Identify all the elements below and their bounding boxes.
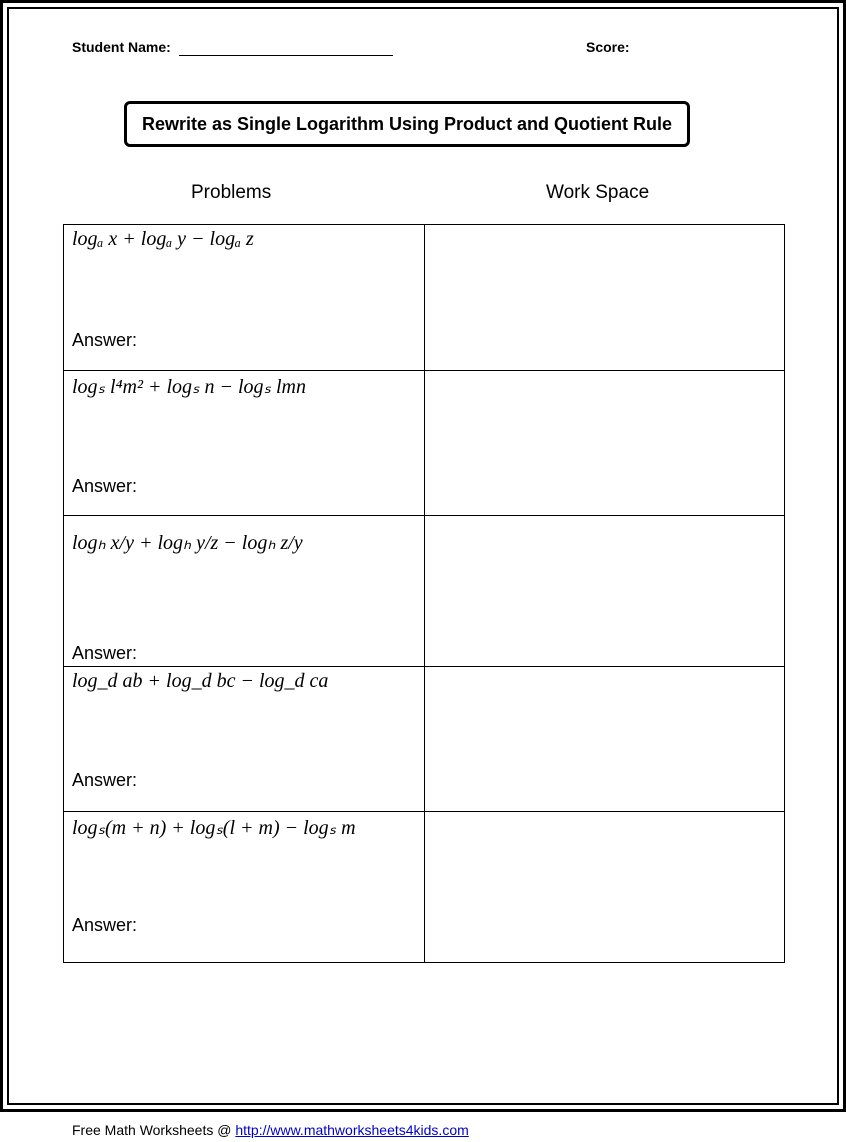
table-row	[64, 371, 785, 516]
problem-cell	[64, 667, 425, 812]
work-space-cell	[425, 516, 785, 667]
problem-expression-3: logₕ x/y + logₕ y/z − logₕ z/y	[72, 532, 303, 554]
answer-label: Answer:	[72, 330, 138, 350]
footer-text: Free Math Worksheets @	[72, 1122, 232, 1138]
footer	[72, 1122, 469, 1138]
problem-cell	[64, 812, 425, 963]
work-space-cell	[425, 812, 785, 963]
table-row	[64, 812, 785, 963]
table-row	[64, 667, 785, 812]
score-label: Score:	[586, 39, 630, 55]
student-name-line	[179, 55, 393, 56]
problem-cell	[64, 371, 425, 516]
table-row	[64, 225, 785, 371]
problem-cell	[64, 225, 425, 371]
worksheet-title	[124, 101, 690, 147]
problem-cell	[64, 516, 425, 667]
work-space-cell	[425, 667, 785, 812]
problems-table	[63, 224, 785, 963]
problem-expression-5: logₛ(m + n) + logₛ(l + m) − logₛ m	[72, 817, 356, 839]
footer-link[interactable]: http://www.mathworksheets4kids.com	[235, 1122, 469, 1138]
answer-label: Answer:	[72, 915, 138, 935]
answer-label: Answer:	[72, 643, 138, 663]
answer-label: Answer:	[72, 476, 138, 496]
work-space-cell	[425, 225, 785, 371]
work-space-cell	[425, 371, 785, 516]
answer-label: Answer:	[72, 770, 138, 790]
problem-expression-2: logₛ l⁴m² + logₛ n − logₛ lmn	[72, 376, 306, 398]
work-space-heading: Work Space	[546, 182, 650, 203]
student-name-label: Student Name:	[72, 39, 171, 55]
worksheet-title-text: Rewrite as Single Logarithm Using Product and Quotient Rule	[141, 113, 673, 134]
problem-expression-4: log_d ab + log_d bc − log_d ca	[72, 670, 329, 692]
table-row	[64, 516, 785, 667]
problems-heading: Problems	[191, 182, 272, 203]
problem-expression-1: logₐ x + logₐ y − logₐ z	[72, 228, 254, 250]
